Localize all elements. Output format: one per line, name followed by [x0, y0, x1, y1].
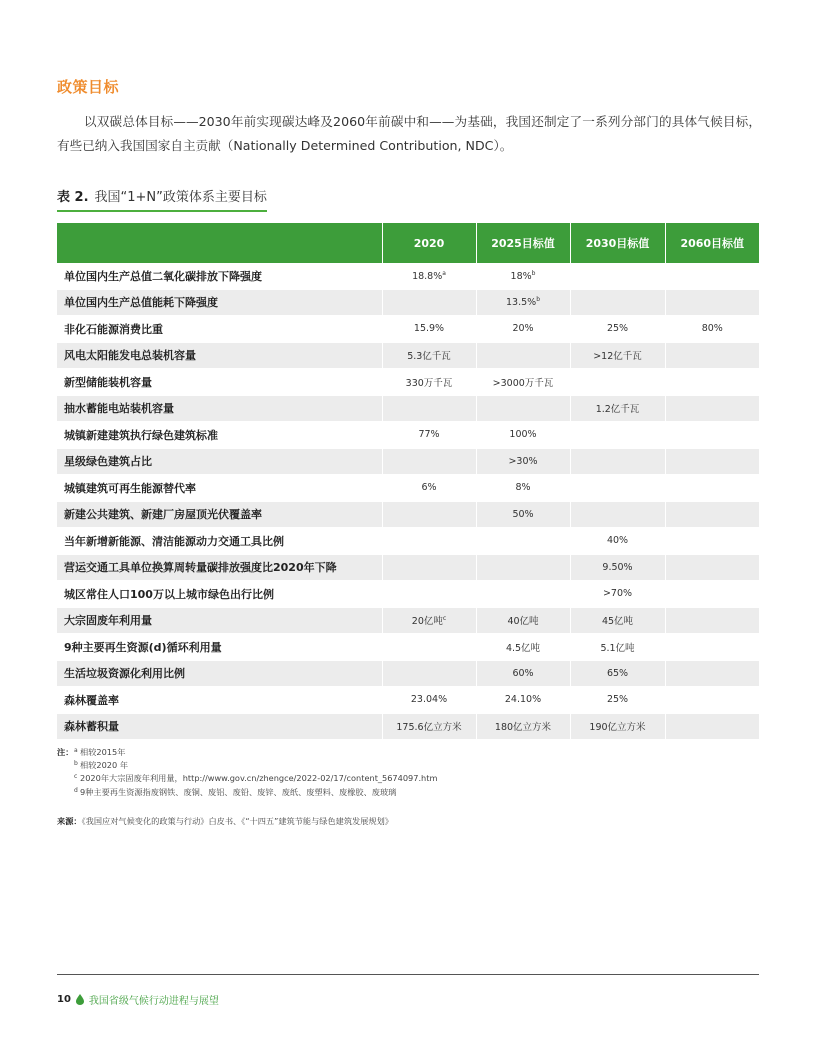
table-cell	[665, 263, 759, 289]
table-cell	[665, 448, 759, 475]
table-cell	[382, 369, 476, 396]
cell-value: 15.9%	[413, 323, 445, 335]
table-cell	[665, 395, 759, 422]
table-cell	[382, 607, 476, 634]
header-2025-target: 2025目标值	[476, 223, 570, 263]
row-label: 城镇新建建筑执行绿色建筑标准	[57, 422, 382, 449]
table-cell	[570, 713, 665, 740]
leaf-icon	[76, 994, 84, 1005]
note-mark: b	[74, 760, 78, 768]
row-label: 城镇建筑可再生能源替代率	[57, 475, 382, 502]
table-cell	[382, 422, 476, 449]
table-cell	[382, 475, 476, 502]
table-row	[57, 395, 759, 422]
table-cell	[665, 316, 759, 343]
table-cell	[570, 581, 665, 608]
page-number: 10	[57, 994, 71, 1005]
table-caption	[57, 186, 267, 212]
table-cell	[570, 289, 665, 316]
table-row	[57, 607, 759, 634]
table-cell	[382, 713, 476, 740]
row-label: 森林覆盖率	[57, 687, 382, 714]
table-cell	[665, 422, 759, 449]
policy-targets-table	[57, 223, 759, 740]
table-cell	[665, 660, 759, 687]
table-cell	[382, 634, 476, 661]
table-row	[57, 475, 759, 502]
footnote-marker: b	[536, 296, 540, 304]
cell-value: 6%	[421, 482, 437, 494]
table-cell	[476, 448, 570, 475]
cell-value: 20亿吨	[411, 616, 443, 628]
header-2030-target: 2030目标值	[570, 223, 665, 263]
note-text: 9种主要再生资源指废钢铁、废铜、废铝、废铅、废锌、废纸、废塑料、废橡胶、废玻璃	[80, 786, 397, 797]
table-cell	[570, 501, 665, 528]
cell-value: 24.10%	[504, 694, 542, 706]
row-label: 大宗固废年利用量	[57, 607, 382, 634]
note-item	[57, 759, 759, 772]
row-label: 营运交通工具单位换算周转量碳排放强度比2020年下降	[57, 554, 382, 581]
table-cell	[570, 448, 665, 475]
cell-value: 45亿吨	[601, 616, 634, 628]
header-2020: 2020	[382, 223, 476, 263]
table-cell	[665, 581, 759, 608]
table-caption-text: 我国“1+N”政策体系主要目标	[94, 190, 267, 205]
table-cell	[476, 687, 570, 714]
table-row	[57, 554, 759, 581]
table-cell	[382, 528, 476, 555]
table-cell	[476, 501, 570, 528]
note-text: 相较2015年	[80, 747, 126, 757]
table-row	[57, 422, 759, 449]
note-item	[57, 786, 759, 799]
table-cell	[476, 316, 570, 343]
table-row	[57, 634, 759, 661]
cell-value: 5.3亿千瓦	[407, 351, 451, 363]
cell-value: 18.8%	[412, 270, 443, 282]
table-row	[57, 289, 759, 316]
footnote-marker: b	[531, 269, 536, 277]
row-label: 风电太阳能发电总装机容量	[57, 342, 382, 369]
table-cell	[665, 342, 759, 369]
table-row	[57, 369, 759, 396]
source-text: 《我国应对气候变化的政策与行动》白皮书、《“十四五”建筑节能与绿色建筑发展规划》	[81, 816, 393, 826]
table-caption-number: 表 2.	[57, 190, 89, 205]
table-cell	[570, 395, 665, 422]
note-item	[57, 772, 759, 785]
cell-value: 50%	[512, 508, 534, 520]
table-notes	[57, 746, 759, 799]
table-cell	[382, 263, 476, 289]
table-cell	[665, 528, 759, 555]
table-cell	[476, 422, 570, 449]
cell-value: 40亿吨	[507, 616, 539, 628]
cell-value: 60%	[512, 667, 534, 679]
cell-value: 20%	[512, 323, 534, 335]
notes-label: 注：	[57, 747, 74, 757]
row-label: 星级绿色建筑占比	[57, 448, 382, 475]
cell-value: >70%	[602, 588, 633, 600]
row-label: 生活垃圾资源化利用比例	[57, 660, 382, 687]
table-row	[57, 528, 759, 555]
section-title: 政策目标	[57, 78, 120, 96]
table-cell	[476, 554, 570, 581]
cell-value: 8%	[515, 482, 531, 494]
table-cell	[665, 687, 759, 714]
table-cell	[570, 316, 665, 343]
table-cell	[382, 581, 476, 608]
cell-value: >3000万千瓦	[492, 377, 554, 389]
table-cell	[665, 554, 759, 581]
cell-value: 23.04%	[410, 694, 448, 706]
cell-value: 25%	[606, 694, 629, 706]
table-cell	[665, 607, 759, 634]
table-row	[57, 448, 759, 475]
table-cell	[382, 554, 476, 581]
source-line	[57, 816, 393, 827]
table-cell	[382, 342, 476, 369]
table-cell	[476, 263, 570, 289]
row-label: 森林蓄积量	[57, 713, 382, 740]
cell-value: 4.5亿吨	[505, 642, 541, 654]
table-cell	[570, 660, 665, 687]
table-cell	[476, 581, 570, 608]
row-label: 非化石能源消费比重	[57, 316, 382, 343]
cell-value: 65%	[606, 667, 629, 679]
cell-value: 1.2亿千瓦	[595, 404, 640, 416]
header-2060-target: 2060目标值	[665, 223, 759, 263]
cell-value: 5.1亿吨	[600, 642, 635, 654]
table-cell	[570, 369, 665, 396]
footnote-marker: a	[442, 269, 446, 277]
table-cell	[570, 422, 665, 449]
cell-value: 175.6亿立方米	[396, 722, 462, 734]
table-header-row	[57, 223, 759, 263]
table-row	[57, 316, 759, 343]
table-cell	[382, 289, 476, 316]
cell-value: 190亿立方米	[589, 722, 646, 734]
table-cell	[476, 475, 570, 502]
cell-value: 13.5%	[506, 297, 537, 309]
row-label: 当年新增新能源、清洁能源动力交通工具比例	[57, 528, 382, 555]
source-label: 来源：	[57, 816, 82, 826]
cell-value: 25%	[606, 323, 629, 335]
footer-title: 我国省级气候行动进程与展望	[88, 996, 219, 1007]
table-cell	[665, 369, 759, 396]
cell-value: 100%	[509, 429, 537, 441]
table-cell	[570, 263, 665, 289]
row-label: 新型储能装机容量	[57, 369, 382, 396]
cell-value: 18%	[510, 270, 532, 282]
row-label: 城区常住人口100万以上城市绿色出行比例	[57, 581, 382, 608]
table-cell	[665, 634, 759, 661]
cell-value: >12亿千瓦	[593, 351, 642, 363]
table-cell	[476, 395, 570, 422]
cell-value: 77%	[418, 429, 440, 441]
footnote-marker: c	[442, 615, 447, 623]
table-row	[57, 581, 759, 608]
row-label: 单位国内生产总值能耗下降强度	[57, 289, 382, 316]
row-label: 9种主要再生资源(d)循环利用量	[57, 634, 382, 661]
row-label: 新建公共建筑、新建厂房屋顶光伏覆盖率	[57, 501, 382, 528]
note-item	[57, 746, 759, 759]
cell-value: 80%	[701, 323, 723, 335]
table-cell	[570, 528, 665, 555]
table-cell	[476, 289, 570, 316]
intro-paragraph: 以双碳总体目标——2030年前实现碳达峰及2060年前碳中和——为基础，我国还制定了一系列分部门的具体气候目标，有些已纳入我国国家自主贡献（Nationally Determined Contribution, NDC）。	[57, 114, 761, 153]
cell-value: 40%	[606, 535, 629, 547]
cell-value: 9.50%	[602, 561, 633, 573]
table-cell	[476, 342, 570, 369]
table-cell	[665, 501, 759, 528]
row-label: 抽水蓄能电站装机容量	[57, 395, 382, 422]
table-cell	[382, 448, 476, 475]
table-cell	[476, 528, 570, 555]
table-cell	[665, 289, 759, 316]
cell-value: 330万千瓦	[405, 377, 453, 389]
note-text: 相较2020 年	[80, 760, 129, 771]
table-cell	[382, 687, 476, 714]
table-row	[57, 660, 759, 687]
table-cell	[382, 316, 476, 343]
table-cell	[665, 713, 759, 740]
table-cell	[570, 687, 665, 714]
table-cell	[382, 395, 476, 422]
table-row	[57, 342, 759, 369]
header-indicator	[57, 223, 382, 263]
footer-divider	[57, 974, 759, 975]
table-cell	[570, 554, 665, 581]
note-text: 2020年大宗固废年利用量，http://www.gov.cn/zhengce/2022-02/17/content_5674097.htm	[80, 773, 438, 784]
cell-value: >30%	[508, 455, 538, 467]
table-cell	[665, 475, 759, 502]
table-cell	[476, 634, 570, 661]
note-mark: d	[74, 786, 78, 794]
table-cell	[570, 342, 665, 369]
note-mark: a	[74, 747, 78, 754]
table-row	[57, 687, 759, 714]
cell-value: 180亿立方米	[494, 722, 552, 734]
row-label: 单位国内生产总值二氧化碳排放下降强度	[57, 263, 382, 289]
table-cell	[570, 475, 665, 502]
table-cell	[570, 634, 665, 661]
table-cell	[476, 369, 570, 396]
table-row	[57, 713, 759, 740]
page-footer	[57, 992, 219, 1007]
table-row	[57, 263, 759, 289]
table-cell	[476, 607, 570, 634]
table-cell	[476, 713, 570, 740]
table-cell	[382, 660, 476, 687]
table-cell	[570, 607, 665, 634]
table-row	[57, 501, 759, 528]
table-cell	[382, 501, 476, 528]
note-mark: c	[74, 773, 78, 781]
table-cell	[476, 660, 570, 687]
